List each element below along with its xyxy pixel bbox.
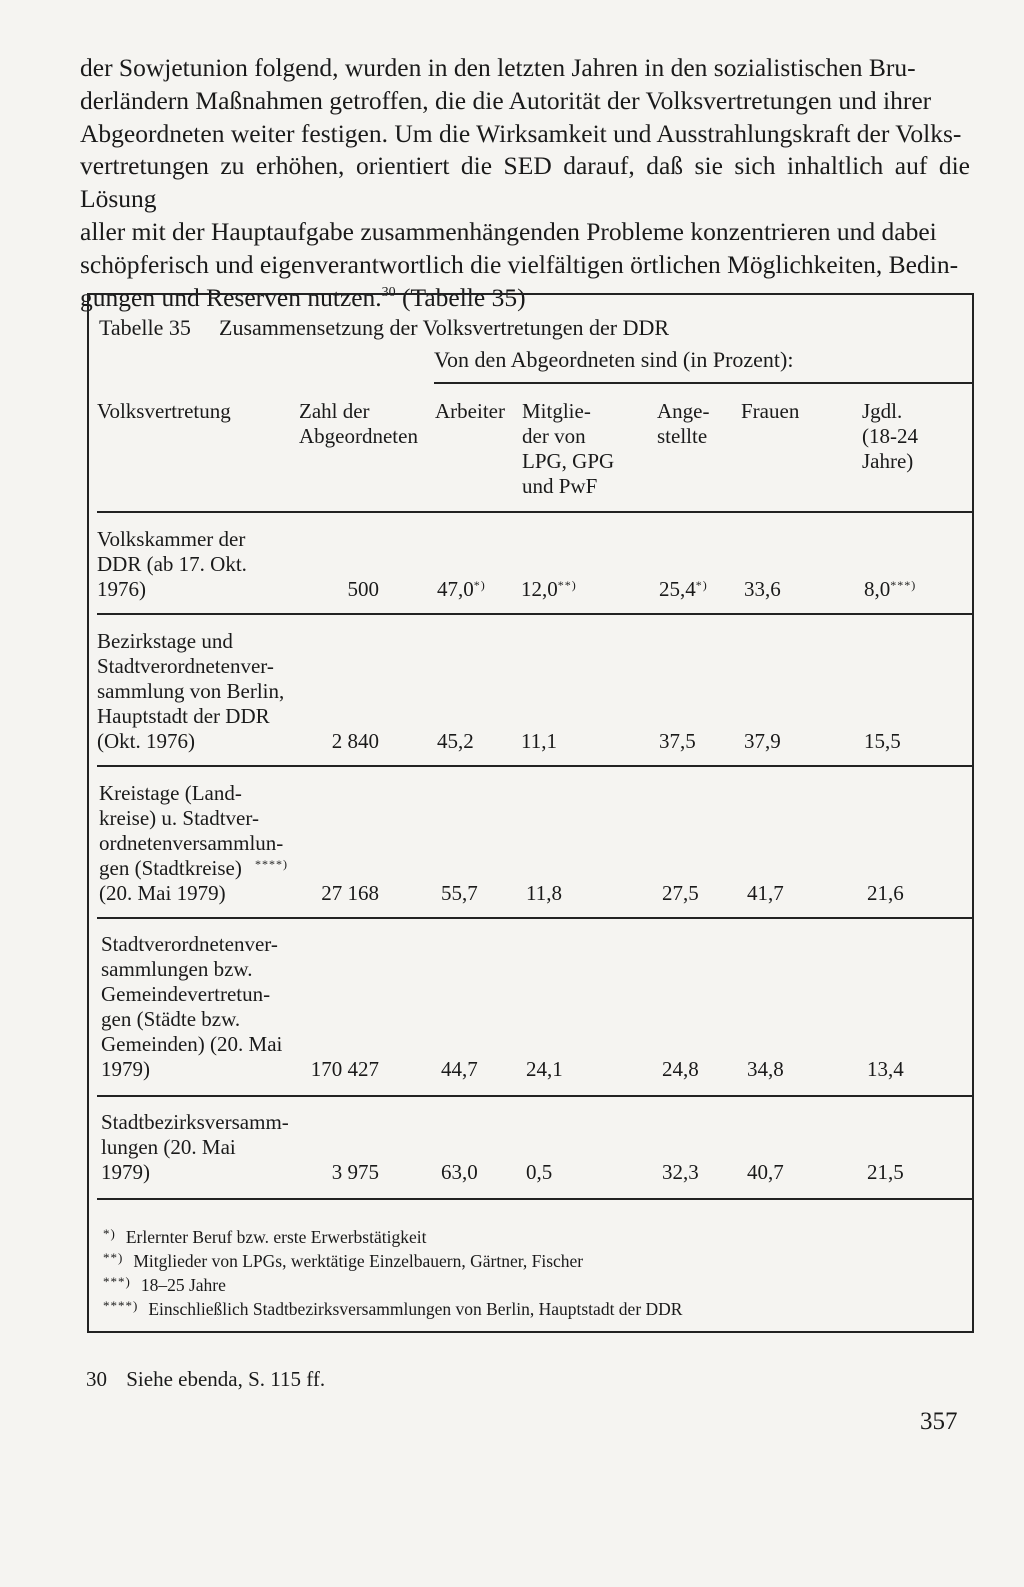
table-caption-title: Zusammensetzung der Volksvertretungen der DDR (219, 315, 670, 340)
row-name: Volkskammer der DDR (ab 17. Okt. 1976) (97, 527, 247, 601)
cell-frauen: 40,7 (747, 1160, 784, 1184)
group-header-rule (434, 382, 972, 384)
cell-lpg: 11,1 (521, 729, 557, 753)
table-caption-number: Tabelle 35 (99, 315, 191, 340)
row-name: Stadtbezirksversamm- lungen (20. Mai 1979) (101, 1110, 289, 1184)
paragraph-line: vertretungen zu erhöhen, orientiert die SED darauf, daß sie sich inhaltlich auf die Lösung (80, 151, 970, 214)
cell-arbeiter: 44,7 (441, 1057, 478, 1081)
paragraph-line: gungen und Reserven nutzen. (80, 282, 382, 312)
paragraph-line: der Sowjetunion folgend, wurden in den letzten Jahren in den sozialistischen Bru- (80, 53, 916, 82)
paragraph-line: aller mit der Hauptaufgabe zusammenhängenden Probleme konzentrieren und dabei (80, 216, 937, 246)
cell-zahl: 3 975 (331, 1160, 379, 1184)
page-footnote (86, 1367, 325, 1392)
paragraph-line: schöpferisch und eigenverantwortlich die vielfältigen örtlichen Möglichkeiten, Bedin- (80, 249, 959, 279)
cell-frauen: 33,6 (744, 577, 781, 601)
cell-lpg: 11,8 (526, 881, 562, 905)
note-mark: **) (103, 1250, 124, 1265)
column-header-arbeiter: Arbeiter (435, 399, 505, 423)
cell-zahl: 170 427 (310, 1057, 379, 1081)
cell-lpg: 0,5 (526, 1160, 553, 1184)
cell-frauen: 37,9 (744, 729, 781, 753)
row-rule (97, 1198, 972, 1200)
cell-angestellte: 37,5 (659, 729, 696, 753)
table-note (103, 1246, 583, 1273)
cell-lpg: 12,0 (521, 577, 558, 601)
note-text: Mitglieder von LPGs, werktätige Einzelbauern, Gärtner, Fischer (133, 1251, 584, 1271)
column-header-jgdl: Jgdl. (18-24 Jahre) (862, 399, 918, 473)
cell-frauen: 41,7 (747, 881, 784, 905)
cell-jgdl: 21,5 (867, 1160, 904, 1184)
cell-zahl: 500 (347, 577, 379, 601)
note-mark: ****) (255, 857, 288, 871)
paragraph-line: derländern Maßnahmen getroffen, die die Autorität der Volksvertretungen und ihrer (80, 85, 932, 115)
cell-angestellte: 27,5 (662, 881, 699, 905)
note-mark: *) (473, 578, 486, 592)
cell-zahl: 27 168 (321, 881, 379, 905)
note-mark: ***) (890, 578, 917, 592)
footnote-number: 30 (86, 1367, 107, 1391)
cell-frauen: 34,8 (747, 1057, 784, 1081)
row-name: Kreistage (Land- kreise) u. Stadtver- ordnetenversammlun- gen (Stadtkreise) (99, 781, 284, 880)
note-text: 18–25 Jahre (140, 1275, 226, 1295)
note-mark: **) (557, 578, 577, 592)
page-number: 357 (920, 1408, 958, 1435)
table-note (103, 1222, 426, 1249)
column-header-frauen: Frauen (741, 399, 800, 423)
cell-jgdl: 8,0 (864, 577, 891, 601)
header-rule (97, 511, 972, 513)
cell-jgdl: 21,6 (867, 881, 904, 905)
paragraph-line: Abgeordneten weiter festigen. Um die Wirksamkeit und Ausstrahlungskraft der Volks- (80, 118, 962, 148)
note-text: Einschließlich Stadtbezirksversammlungen von Berlin, Hauptstadt der DDR (148, 1299, 683, 1319)
note-mark: *) (695, 578, 708, 592)
group-header: Von den Abgeordneten sind (in Prozent): (434, 347, 794, 372)
column-header-volksvertretung: Volksvertretung (97, 399, 231, 423)
table-note (103, 1270, 226, 1297)
row-rule (97, 765, 972, 767)
note-text: Erlernter Beruf bzw. erste Erwerbstätigkeit (125, 1227, 427, 1247)
body-paragraph (80, 52, 970, 314)
cell-arbeiter: 47,0 (437, 577, 474, 601)
column-header-angestellte: Ange- stellte (657, 399, 710, 448)
note-mark: ****) (103, 1298, 139, 1313)
cell-arbeiter: 45,2 (437, 729, 474, 753)
cell-lpg: 24,1 (526, 1057, 563, 1081)
cell-zahl: 2 840 (331, 729, 379, 753)
row-name: Stadtverordnetenver- sammlungen bzw. Gemeindevertretun- gen (Städte bzw. Gemeinden) (20. Mai 1979) (101, 932, 283, 1081)
cell-jgdl: 13,4 (867, 1057, 904, 1081)
note-mark: *) (103, 1226, 116, 1241)
column-header-zahl: Zahl der Abgeordneten (299, 399, 418, 448)
cell-angestellte: 25,4 (659, 577, 696, 601)
column-header-lpg: Mitglie- der von LPG, GPG und PwF (522, 399, 615, 498)
row-rule (97, 613, 972, 615)
row-name-last-line: (20. Mai 1979) (99, 881, 226, 905)
cell-arbeiter: 55,7 (441, 881, 478, 905)
footnote-text: Siehe ebenda, S. 115 ff. (126, 1367, 326, 1391)
table-reference: (Tabelle 35) (395, 282, 526, 312)
cell-jgdl: 15,5 (864, 729, 901, 753)
row-rule (97, 917, 972, 919)
row-rule (97, 1095, 972, 1097)
footnote-reference: 30 (381, 284, 396, 300)
cell-angestellte: 24,8 (662, 1057, 699, 1081)
cell-angestellte: 32,3 (662, 1160, 699, 1184)
table-note (103, 1294, 682, 1321)
table-35 (87, 293, 974, 1333)
row-name: Bezirkstage und Stadtverordnetenver- sammlung von Berlin, Hauptstadt der DDR (Okt. 1976) (97, 629, 285, 753)
cell-arbeiter: 63,0 (441, 1160, 478, 1184)
note-mark: ***) (103, 1274, 131, 1289)
